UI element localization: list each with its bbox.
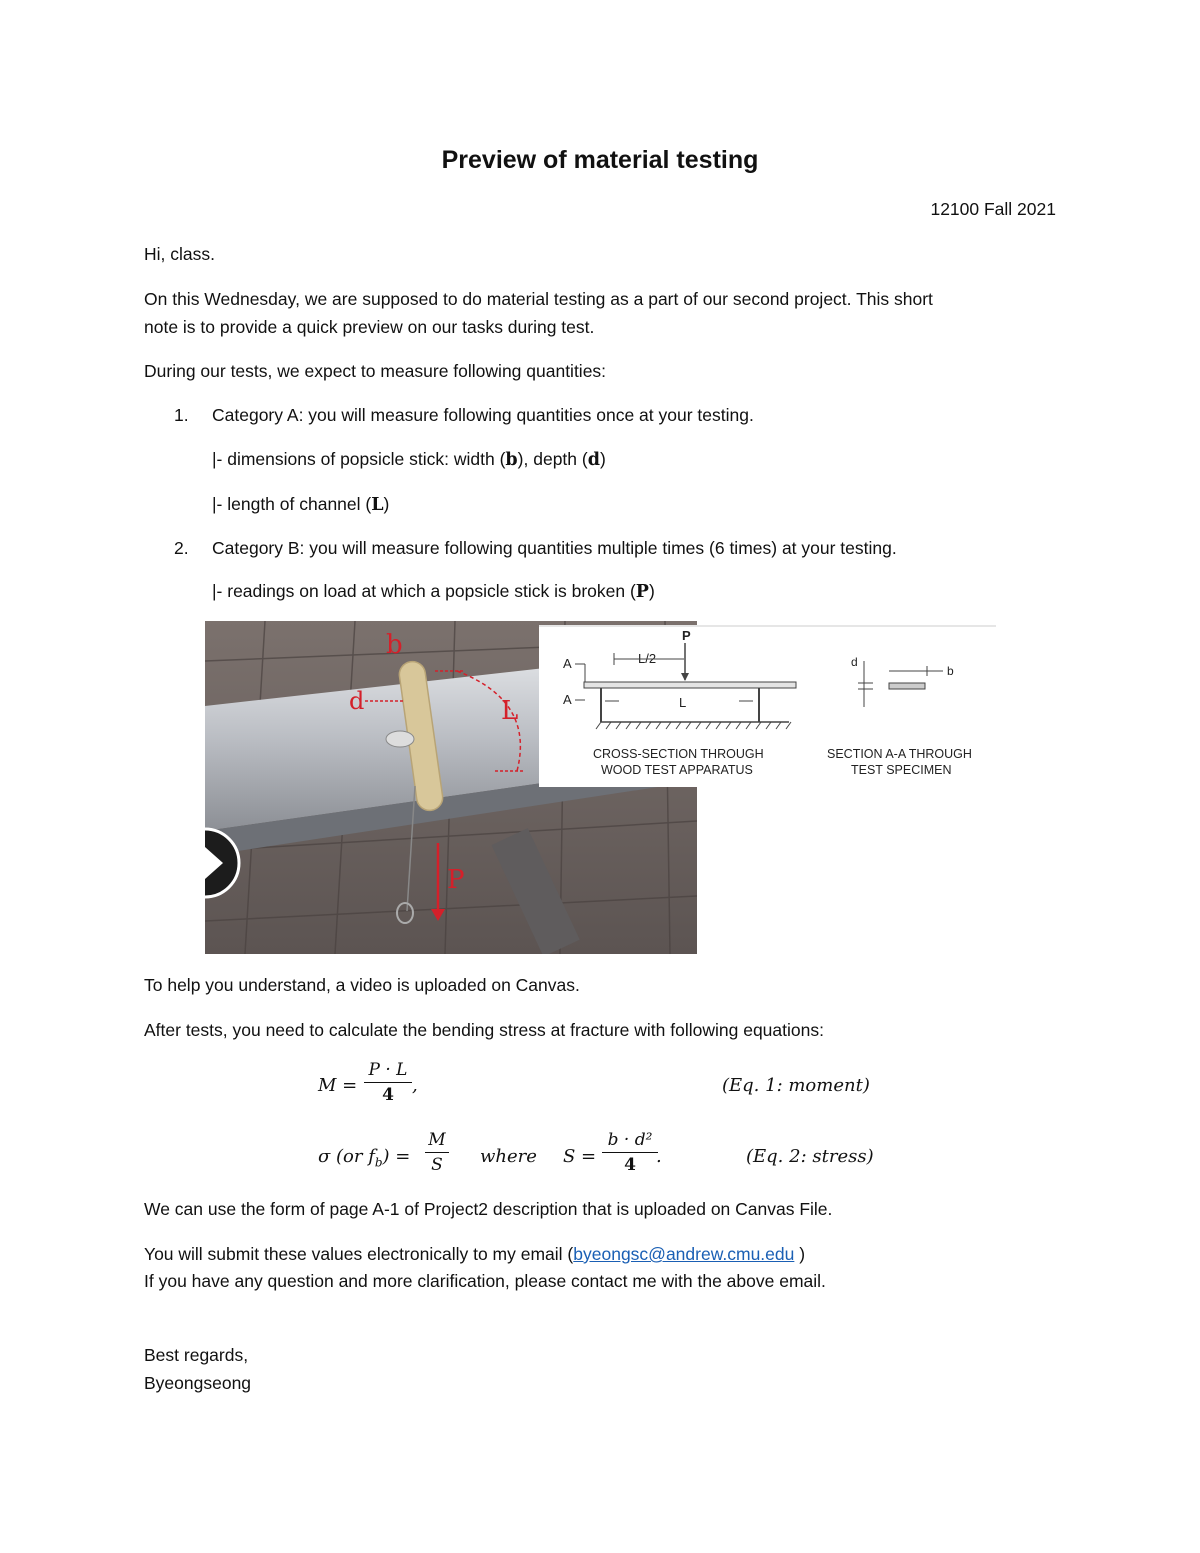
list-marker-1: 1. bbox=[174, 405, 189, 425]
diagram-label-b: b bbox=[947, 664, 954, 678]
submit-prefix: You will submit these values electronically to my email ( bbox=[144, 1244, 574, 1264]
eq2-numerator: M bbox=[428, 1130, 446, 1150]
label-b: b bbox=[386, 630, 403, 660]
diagram-label-d: d bbox=[851, 655, 858, 669]
closing: Best regards, bbox=[144, 1345, 249, 1365]
eq2-denominator: S bbox=[431, 1155, 443, 1175]
subitem-text: |- length of channel bbox=[212, 494, 366, 514]
subitem-dimensions: |- dimensions of popsicle stick: width (b), depth (d) bbox=[212, 449, 606, 470]
course-label: 12100 Fall 2021 bbox=[930, 199, 1056, 219]
diagram-label-L-half: L/2 bbox=[638, 651, 657, 666]
subitem-text: , depth bbox=[523, 449, 582, 469]
diagram-label-P: P bbox=[682, 628, 691, 643]
greeting: Hi, class. bbox=[144, 244, 215, 264]
eq1-fraction bbox=[364, 1060, 412, 1105]
eq1-denominator: 4 bbox=[382, 1085, 394, 1105]
caption-right-1: SECTION A-A THROUGH bbox=[827, 747, 972, 761]
eq2-subscript: b bbox=[374, 1155, 383, 1170]
eq1-numerator: P · L bbox=[368, 1060, 408, 1080]
list-item-category-a: Category A: you will measure following quantities once at your testing. bbox=[212, 405, 754, 425]
eq2-label: (Eq. 2: stress) bbox=[746, 1146, 874, 1167]
subitem-load-reading: |- readings on load at which a popsicle stick is broken (P) bbox=[212, 581, 655, 602]
eq2-s-denominator: 4 bbox=[624, 1155, 636, 1175]
label-L: L bbox=[501, 696, 519, 726]
apparatus-diagram bbox=[539, 625, 996, 787]
label-d: d bbox=[349, 687, 365, 715]
quantities-intro: During our tests, we expect to measure following quantities: bbox=[144, 361, 607, 381]
caption-right-2: TEST SPECIMEN bbox=[851, 763, 952, 777]
symbol-d: d bbox=[587, 450, 600, 470]
email-link[interactable]: byeongsc@andrew.cmu.edu bbox=[573, 1244, 795, 1264]
eq2-s-fraction bbox=[602, 1130, 658, 1175]
submit-line bbox=[144, 1243, 805, 1265]
intro-line-1: On this Wednesday, we are supposed to do material testing as a part of our second project. This short bbox=[144, 289, 933, 309]
eq2-s-numerator: b · d² bbox=[607, 1130, 653, 1150]
eq2-fraction bbox=[425, 1130, 449, 1175]
eq2-where: where bbox=[480, 1146, 537, 1167]
caption-left-2: WOOD TEST APPARATUS bbox=[601, 763, 753, 777]
subitem-text: |- dimensions of popsicle stick: width bbox=[212, 449, 500, 469]
diagram-label-L: L bbox=[679, 695, 687, 710]
eq2-lhs bbox=[318, 1146, 410, 1174]
intro-line-2: note is to provide a quick preview on our tasks during test. bbox=[144, 317, 595, 337]
label-P: P bbox=[447, 865, 465, 895]
contact-line: If you have any question and more clarification, please contact me with the above email. bbox=[144, 1271, 826, 1291]
eq1-label: (Eq. 1: moment) bbox=[722, 1075, 870, 1096]
eq2-tail: . bbox=[656, 1146, 662, 1167]
diagram-label-A-top: A bbox=[563, 656, 572, 671]
diagram-label-A-bottom: A bbox=[563, 692, 572, 707]
submit-suffix: ) bbox=[794, 1244, 806, 1264]
eq2-lhs-text: σ (or f bbox=[318, 1146, 375, 1167]
symbol-P: P bbox=[635, 582, 649, 602]
subitem-channel-length: |- length of channel (L) bbox=[212, 494, 390, 515]
page-title: Preview of material testing bbox=[441, 146, 759, 174]
list-marker-2: 2. bbox=[174, 538, 189, 558]
caption-left-1: CROSS-SECTION THROUGH bbox=[593, 747, 764, 761]
subitem-text: |- readings on load at which a popsicle stick is broken bbox=[212, 581, 630, 601]
eq1-tail: , bbox=[412, 1075, 418, 1096]
signature: Byeongseong bbox=[144, 1373, 252, 1393]
eq2-s-lhs: S = bbox=[563, 1146, 597, 1167]
equations-intro: After tests, you need to calculate the bending stress at fracture with following equations: bbox=[144, 1020, 824, 1040]
symbol-b: b bbox=[505, 450, 518, 470]
symbol-L: L bbox=[371, 495, 384, 515]
form-note: We can use the form of page A-1 of Project2 description that is uploaded on Canvas File. bbox=[144, 1199, 833, 1219]
video-note: To help you understand, a video is uploaded on Canvas. bbox=[144, 975, 580, 995]
list-item-category-b: Category B: you will measure following quantities multiple times (6 times) at your testing. bbox=[212, 538, 897, 558]
apparatus-diagram-svg bbox=[539, 625, 996, 787]
eq1-lhs: M = bbox=[318, 1075, 358, 1096]
eq2-lhs-end: ) = bbox=[382, 1146, 411, 1167]
